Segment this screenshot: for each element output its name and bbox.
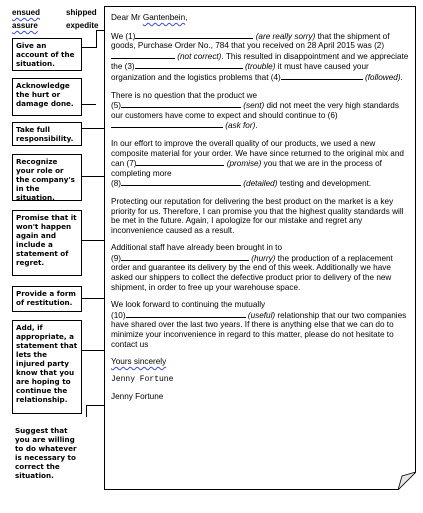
salutation-text: Dear Mr (111, 13, 143, 22)
signer-name: Jenny Fortune (111, 392, 164, 402)
page-curl-icon (398, 472, 416, 490)
letter-page (104, 6, 416, 490)
p1-text: . This resulted in disappointment and we appreciate the (3) (111, 51, 409, 72)
strategy-box-1: Give an account of the situation. (12, 38, 82, 71)
connector-line (82, 128, 104, 129)
connector-line (96, 30, 104, 31)
connector-line (86, 405, 104, 406)
connector-line (82, 104, 96, 105)
p2-hint-1: (sent) (243, 101, 265, 111)
connector-line (82, 47, 96, 48)
blank-10[interactable] (126, 310, 246, 318)
p5-text: the production of a replacement order and guarantee its delivery by the end of this week. Additionally we have asked our shippers to collect the defective product prior to delivery of the new shipment, in order to free up your warehouse space. (111, 253, 393, 292)
connector-line (82, 298, 104, 299)
p3-text: you that we are in the process of completing more (111, 159, 382, 178)
blank-4[interactable] (281, 72, 363, 80)
strategy-box-3: Take full responsibility. (12, 122, 82, 146)
blank-1[interactable] (135, 31, 253, 39)
p3-hint-2: (detailed) (243, 179, 278, 189)
blank-7[interactable] (136, 158, 224, 166)
p1-hint-4: (followed) (365, 72, 401, 82)
strategy-box-7: Add, if appropriate, a statement that lets the injured party know that you are hoping to continue the relationship. (12, 320, 82, 414)
closing (111, 357, 409, 367)
p1-text: that the shipment of goods, Purchase Order No., 784 that you received on 28 April 2015 was (2) (111, 31, 390, 51)
p2-hint-2: (ask for) (225, 121, 256, 131)
p2-text: . (255, 121, 258, 131)
paragraph-6 (111, 300, 409, 349)
blank-5[interactable] (121, 100, 241, 108)
p6-number: (10) (111, 310, 126, 320)
p2-text: did not meet the very high standards our customers have come to expect and should continue to (6) (111, 101, 399, 120)
p6-hint: (useful) (247, 310, 276, 320)
p1-hint-1: (are really sorry) (255, 31, 316, 41)
strategy-box-4: Recognize your role or the company's in the situation. (12, 154, 82, 201)
p1-text: We (1) (111, 31, 136, 41)
strategy-box-2: Acknowledge the hurt or damage done. (12, 78, 82, 116)
paragraph-5 (111, 243, 409, 292)
p1-text: it must have caused your organization and the logistics problems that (4) (111, 62, 369, 82)
p3-hint-1: (promise) (226, 159, 262, 169)
strategy-box-8: Suggest that you are willing to do whatever is necessary to correct the situation. (12, 424, 82, 488)
salutation (111, 13, 409, 23)
word-assure: assure (12, 21, 38, 30)
blank-9[interactable] (121, 253, 249, 261)
strategy-box-5: Promise that it won't happen again and include a statement of regret. (12, 210, 82, 276)
closing-text: Yours sincerely (111, 357, 167, 367)
connector-line (96, 30, 97, 48)
connector-line (82, 176, 104, 177)
paragraph-2 (111, 91, 409, 131)
strategy-box-6: Provide a form of restitution. (12, 286, 82, 312)
p5-number: (9) (111, 253, 122, 263)
signature: Jenny Fortune (111, 374, 174, 384)
p1-hint-2: (not correct) (177, 51, 222, 61)
connector-line (82, 350, 104, 351)
paragraph-3 (111, 139, 409, 189)
p2-number: (5) (111, 101, 122, 111)
p2-text: There is no question that the product we (111, 90, 258, 100)
salutation-punct: , (185, 13, 188, 22)
p3-text: testing and development. (277, 179, 372, 189)
p6-text: relationship that our two companies have shared over the last two years. If there is anything else that we can do to minimize your inconvenience in regard to this matter, please do not hesitate to contact us (111, 310, 407, 349)
salutation-name: Gantenbein (142, 13, 186, 22)
word-ensued: ensued (12, 8, 41, 17)
connector-line (82, 240, 104, 241)
paragraph-1 (111, 31, 409, 83)
blank-3[interactable] (135, 61, 243, 69)
word-shipped: shipped (66, 8, 97, 17)
p5-hint: (hurry) (251, 253, 276, 263)
blank-6[interactable] (111, 120, 223, 128)
p5-text: Additional staff have already been brought in to (111, 243, 282, 253)
word-expedite: expedite (66, 21, 99, 30)
p1-hint-3: (trouble) (244, 62, 276, 72)
paragraph-4: Protecting our reputation for delivering the best product on the market is a key priority for us. Therefore, I can promise you that the highest quality standards will be met in the future. Again, I apologize for our mistake and regret any inconvenience caused as a result. (111, 196, 404, 235)
p3-number: (8) (111, 179, 122, 189)
blank-8[interactable] (121, 178, 241, 186)
p6-text: We look forward to continuing the mutually (111, 300, 266, 310)
p1-text: . (400, 72, 403, 82)
p3-text: In our effort to improve the overall quality of our products, we used a new composite material for your order. We have since returned to the original mix and can (7) (111, 138, 404, 169)
connector-line (86, 405, 87, 417)
blank-2[interactable] (111, 51, 175, 59)
